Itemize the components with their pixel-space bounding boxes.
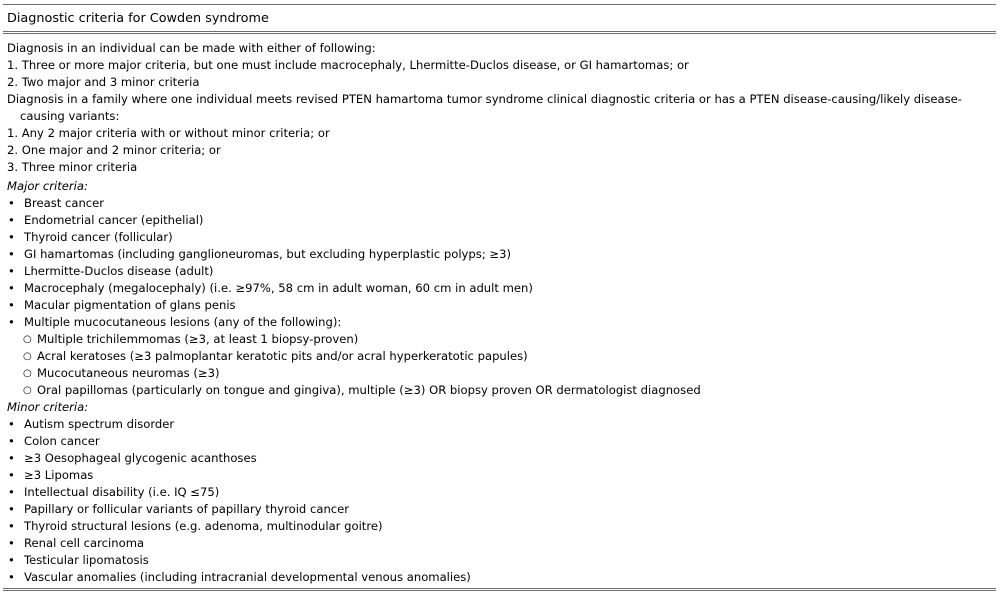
bullet-mark: •	[8, 502, 15, 516]
individual-item-2: 2. Two major and 3 minor criteria	[7, 75, 200, 89]
bullet-mark: •	[8, 519, 15, 533]
minor-item	[7, 433, 992, 450]
major-item	[7, 246, 992, 263]
major-subitem	[7, 331, 992, 348]
bullet-mark: •	[8, 468, 15, 482]
minor-item	[7, 569, 992, 586]
table-body	[7, 40, 992, 586]
minor-item	[7, 518, 992, 535]
family-intro-line-2: causing variants:	[20, 109, 120, 123]
minor-item-text: Intellectual disability (i.e. IQ ≤75)	[24, 485, 220, 499]
bullet-mark: •	[8, 451, 15, 465]
bullet-mark: •	[8, 417, 15, 431]
major-item-text: Macrocephaly (megalocephaly) (i.e. ≥97%, 58 cm in adult woman, 60 cm in adult men)	[24, 281, 533, 295]
family-item-1: 1. Any 2 major criteria with or without minor criteria; or	[7, 126, 330, 140]
bullet-mark: •	[8, 315, 15, 329]
major-subitem-text: Mucocutaneous neuromas (≥3)	[37, 366, 220, 380]
individual-item-1: 1. Three or more major criteria, but one must include macrocephaly, Lhermitte-Duclos disease, or GI hamartomas; or	[7, 58, 689, 72]
bullet-mark: •	[8, 570, 15, 584]
major-subitem	[7, 365, 992, 382]
criteria-table	[3, 4, 996, 591]
major-item-text: Multiple mucocutaneous lesions (any of the following):	[24, 315, 342, 329]
top-rule	[3, 4, 996, 5]
major-item-text: GI hamartomas (including ganglioneuromas, but excluding hyperplastic polyps; ≥3)	[24, 247, 512, 261]
bottom-rule	[3, 588, 996, 591]
major-item-text: Endometrial cancer (epithelial)	[24, 213, 204, 227]
minor-item-text: Renal cell carcinoma	[24, 536, 145, 550]
minor-item	[7, 535, 992, 552]
major-item	[7, 314, 992, 331]
bullet-mark: •	[8, 536, 15, 550]
major-item	[7, 280, 992, 297]
major-item	[7, 195, 992, 212]
minor-item-text: Testicular lipomatosis	[24, 553, 149, 567]
minor-item-text: Papillary or follicular variants of papillary thyroid cancer	[24, 502, 350, 516]
table-title: Diagnostic criteria for Cowden syndrome	[7, 11, 269, 26]
major-subitem-text: Multiple trichilemmomas (≥3, at least 1 biopsy-proven)	[37, 332, 359, 346]
family-item-2: 2. One major and 2 minor criteria; or	[7, 143, 221, 157]
bullet-mark: •	[8, 196, 15, 210]
major-item	[7, 263, 992, 280]
major-item-text: Macular pigmentation of glans penis	[24, 298, 236, 312]
minor-heading: Minor criteria:	[7, 400, 89, 414]
minor-item	[7, 450, 992, 467]
major-item-text: Breast cancer	[24, 196, 105, 210]
sub-bullet-mark: ○	[23, 351, 32, 362]
major-subitem-text: Acral keratoses (≥3 palmoplantar keratotic pits and/or acral hyperkeratotic papules)	[37, 349, 528, 363]
minor-item	[7, 501, 992, 518]
minor-item-text: Colon cancer	[24, 434, 100, 448]
major-item	[7, 229, 992, 246]
bullet-mark: •	[8, 553, 15, 567]
minor-item-text: ≥3 Lipomas	[24, 468, 94, 482]
bullet-mark: •	[8, 247, 15, 261]
bullet-mark: •	[8, 298, 15, 312]
major-item-text: Lhermitte-Duclos disease (adult)	[24, 264, 214, 278]
minor-item-text: Autism spectrum disorder	[24, 417, 175, 431]
sub-bullet-mark: ○	[23, 368, 32, 379]
minor-item	[7, 416, 992, 433]
major-item	[7, 212, 992, 229]
bullet-mark: •	[8, 264, 15, 278]
minor-item-text: Thyroid structural lesions (e.g. adenoma, multinodular goitre)	[24, 519, 383, 533]
sub-bullet-mark: ○	[23, 334, 32, 345]
sub-bullet-mark: ○	[23, 385, 32, 396]
minor-item-text: Vascular anomalies (including intracranial developmental venous anomalies)	[24, 570, 471, 584]
minor-item-text: ≥3 Oesophageal glycogenic acanthoses	[24, 451, 257, 465]
major-heading: Major criteria:	[7, 179, 88, 193]
bullet-mark: •	[8, 213, 15, 227]
family-intro-line-1: Diagnosis in a family where one individual meets revised PTEN hamartoma tumor syndrome clinical diagnostic criteria or has a PTEN disease-causing/likely disease-	[7, 92, 962, 106]
bullet-mark: •	[8, 230, 15, 244]
individual-intro: Diagnosis in an individual can be made with either of following:	[7, 41, 376, 55]
minor-item	[7, 552, 992, 569]
major-item	[7, 297, 992, 314]
major-subitem	[7, 382, 992, 399]
major-subitem	[7, 348, 992, 365]
bullet-mark: •	[8, 434, 15, 448]
major-subitem-text: Oral papillomas (particularly on tongue and gingiva), multiple (≥3) OR biopsy proven OR dermatologist diagnosed	[37, 383, 701, 397]
bullet-mark: •	[8, 485, 15, 499]
header-rule	[3, 31, 996, 34]
minor-item	[7, 467, 992, 484]
minor-item	[7, 484, 992, 501]
bullet-mark: •	[8, 281, 15, 295]
major-item-text: Thyroid cancer (follicular)	[24, 230, 173, 244]
family-item-3: 3. Three minor criteria	[7, 160, 138, 174]
